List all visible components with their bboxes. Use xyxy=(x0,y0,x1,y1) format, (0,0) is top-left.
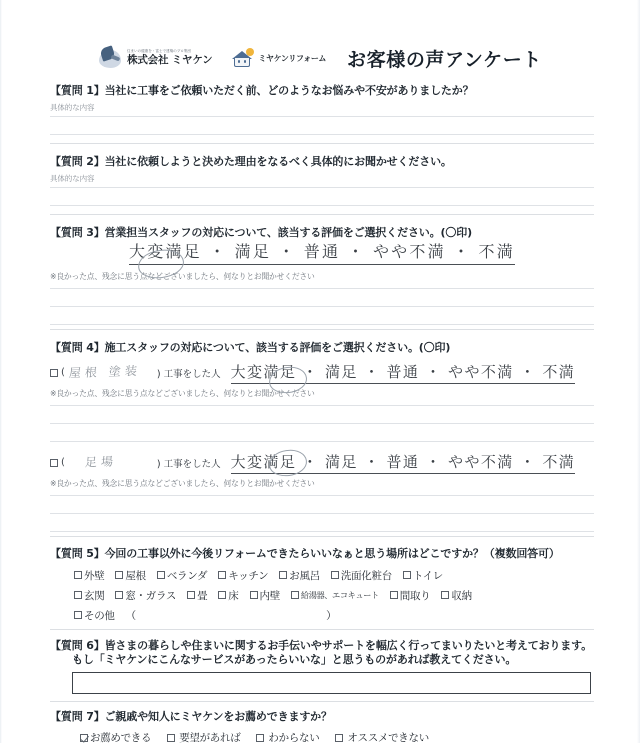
question-4-entry-2-did-label: ) 工事をした人 xyxy=(156,458,221,470)
option-label: 畳 xyxy=(197,589,208,602)
question-5-options-row-1 xyxy=(74,568,594,583)
section-divider xyxy=(50,329,594,330)
question-4-entry-2-handwriting: 足場 xyxy=(84,454,118,470)
question-2-answer-lines[interactable] xyxy=(50,187,594,206)
checkbox-icon[interactable] xyxy=(187,591,195,599)
question-4-entry-1-answer-lines[interactable] xyxy=(50,405,594,442)
section-divider xyxy=(50,536,594,537)
question-6-title-line-1: 【質問 6】皆さまの暮らしや住まいに関するお手伝いやサポートを幅広く行ってまいりたいと考えております。 xyxy=(50,638,592,652)
checkbox-icon[interactable] xyxy=(74,571,82,579)
question-5-option-senmen[interactable] xyxy=(331,568,392,583)
section-divider xyxy=(50,629,594,630)
question-5-title: 【質問 5】今回の工事以外に今後リフォームできたらいいなぁと思う場所はどこですか？（複数回答可） xyxy=(50,547,560,561)
option-label: 給湯器、エコキュート xyxy=(300,589,379,600)
survey-content xyxy=(50,84,594,745)
option-label: 内壁 xyxy=(259,589,280,602)
question-1-title: 【質問 1】当社に工事をご依頼いただく前、どのようなお悩みや不安がありましたか？ xyxy=(50,84,474,97)
question-2 xyxy=(50,155,594,206)
question-5-option-toilet[interactable] xyxy=(403,568,443,583)
option-label: その他 xyxy=(84,609,115,622)
option-label: トイレ xyxy=(412,569,443,582)
question-5-options-row-2 xyxy=(74,588,594,603)
section-divider xyxy=(50,701,594,702)
option-label: 屋根 xyxy=(125,569,146,582)
question-3-rating-scale[interactable]: 大変満足 ・ 満足 ・ 普通 ・ やや不満 ・ 不満 xyxy=(129,241,515,265)
question-5-options-row-3 xyxy=(74,608,594,623)
question-6-answer-box[interactable] xyxy=(72,672,591,694)
question-4-title: 【質問 4】施工スタッフの対応について、該当する評価をご選択ください。(〇印) xyxy=(50,340,451,354)
question-5-other-open-paren: （ xyxy=(125,609,137,622)
section-divider xyxy=(50,143,594,144)
option-label: お薦めできる xyxy=(90,732,152,745)
question-3-scale-row[interactable] xyxy=(50,241,594,265)
question-4-entry-1-work-field[interactable] xyxy=(65,365,151,381)
question-5-option-kyutoki[interactable] xyxy=(291,590,379,601)
question-1-answer-lines[interactable] xyxy=(50,116,594,135)
question-6 xyxy=(50,639,594,695)
question-5-option-kitchen[interactable] xyxy=(218,568,268,583)
checkbox-icon[interactable] xyxy=(441,591,449,599)
question-4-entry-1 xyxy=(50,362,594,384)
option-label: 収納 xyxy=(451,589,472,602)
question-1-hint: 具体的な内容 xyxy=(50,102,95,112)
question-4-entry-1-open-paren: ( xyxy=(61,367,65,379)
question-6-title-line-2: もし「ミヤケンにこんなサービスがあったらいいな」と思うものがあれば教えてください。 xyxy=(72,652,517,666)
question-4-entry-2-work-field[interactable] xyxy=(65,455,151,471)
question-5-option-veranda[interactable] xyxy=(157,568,207,583)
question-4 xyxy=(50,341,594,532)
checkbox-icon[interactable] xyxy=(291,591,299,599)
reform-logo xyxy=(229,48,326,68)
reform-brand-name: ミヤケンリフォーム xyxy=(258,53,327,63)
option-label: 床 xyxy=(228,589,239,602)
question-2-title: 【質問 2】当社に依頼しようと決めた理由をなるべく具体的にお聞かせください。 xyxy=(50,154,452,168)
question-1 xyxy=(50,84,594,135)
checkbox-icon[interactable] xyxy=(335,734,343,742)
checkbox-icon[interactable] xyxy=(115,591,123,599)
question-4-entry-2-rating-scale[interactable]: 大変満足 ・ 満足 ・ 普通 ・ やや不満 ・ 不満 xyxy=(231,452,576,474)
option-label: 外壁 xyxy=(84,569,105,582)
question-3-title: 【質問 3】営業担当スタッフの対応について、該当する評価をご選択ください。(〇印) xyxy=(50,225,472,239)
option-label: ベランダ xyxy=(166,569,208,582)
paint-brush-logo-icon xyxy=(98,46,123,71)
question-5-option-ofuro[interactable] xyxy=(279,568,320,583)
checkbox-icon[interactable] xyxy=(403,571,411,579)
question-4-entry-2-note: ※良かった点、残念に思う点などございましたら、何なりとお聞かせください xyxy=(50,479,315,489)
question-2-hint: 具体的な内容 xyxy=(50,173,95,183)
option-label: オススメできない xyxy=(347,732,429,745)
checkbox-icon[interactable] xyxy=(218,591,226,599)
question-5-option-yuka[interactable] xyxy=(218,588,238,603)
question-5-option-genkan[interactable] xyxy=(74,588,104,603)
checkbox-icon[interactable] xyxy=(115,571,123,579)
question-5-other-close-paren: ） xyxy=(326,609,337,622)
checkbox-icon[interactable] xyxy=(331,571,339,579)
checkbox-icon[interactable] xyxy=(74,611,82,619)
option-label: わからない xyxy=(268,732,320,745)
option-label: 間取り xyxy=(399,589,431,602)
checkbox-icon[interactable] xyxy=(157,571,165,579)
question-3-answer-lines[interactable] xyxy=(50,288,594,325)
company-logo xyxy=(98,46,212,71)
checkbox-checked-icon[interactable] xyxy=(80,734,88,742)
question-7 xyxy=(50,710,594,745)
question-4-entry-2 xyxy=(50,452,594,474)
company-name: 株式会社 ミヤケン xyxy=(127,54,213,67)
question-3 xyxy=(50,226,594,325)
company-tagline: 住まいの健康を・富士で建築のプロ集団 xyxy=(127,49,192,54)
option-label: 玄関 xyxy=(84,589,105,602)
question-5-option-mado-glass[interactable] xyxy=(115,588,176,603)
checkbox-icon[interactable] xyxy=(256,734,264,742)
question-4-entry-1-note: ※良かった点、残念に思う点などございましたら、何なりとお聞かせください xyxy=(50,388,315,398)
question-4-entry-2-answer-lines[interactable] xyxy=(50,495,594,532)
checkbox-icon[interactable] xyxy=(167,734,175,742)
question-5-option-gaiheki[interactable] xyxy=(74,568,104,583)
option-label: 窓・ガラス xyxy=(125,589,177,602)
question-4-entry-2-open-paren: ( xyxy=(61,457,65,469)
checkbox-icon[interactable] xyxy=(74,591,82,599)
question-5-option-shuno[interactable] xyxy=(441,588,471,603)
question-5-option-madori[interactable] xyxy=(390,588,431,603)
question-5-option-tatami[interactable] xyxy=(187,588,207,603)
checkbox-icon[interactable] xyxy=(250,591,258,599)
checkbox-icon[interactable] xyxy=(279,571,287,579)
option-label: 要望があれば xyxy=(179,732,241,745)
scan-edge-left xyxy=(0,0,2,743)
option-label: 洗面化粧台 xyxy=(340,569,392,582)
question-5-options xyxy=(74,568,594,623)
question-5 xyxy=(50,547,594,623)
question-4-entry-2-checkbox[interactable] xyxy=(50,459,58,467)
question-4-entry-1-did-label: ) 工事をした人 xyxy=(156,368,221,380)
question-4-entry-1-handwriting: 屋根 塗装 xyxy=(68,363,142,380)
question-4-entry-1-rating-scale[interactable]: 大変満足 ・ 満足 ・ 普通 ・ やや不満 ・ 不満 xyxy=(231,362,576,384)
question-3-note: ※良かった点、残念に思う点などございましたら、何なりとお聞かせください xyxy=(50,271,315,281)
question-5-option-uchikabe[interactable] xyxy=(250,588,280,603)
page-title: お客様の声アンケート xyxy=(347,48,542,71)
option-label: お風呂 xyxy=(289,569,320,582)
checkbox-icon[interactable] xyxy=(218,571,226,579)
checkbox-icon[interactable] xyxy=(390,591,398,599)
question-5-option-yane[interactable] xyxy=(115,568,145,583)
section-divider xyxy=(50,214,594,215)
question-5-option-other[interactable] xyxy=(74,608,115,623)
question-7-title: 【質問 7】ご親戚や知人にミヤケンをお薦めできますか？ xyxy=(50,710,332,724)
document-header xyxy=(0,38,640,78)
option-label: キッチン xyxy=(228,569,269,582)
house-logo-icon xyxy=(229,48,255,68)
question-4-entry-1-checkbox[interactable] xyxy=(50,369,58,377)
